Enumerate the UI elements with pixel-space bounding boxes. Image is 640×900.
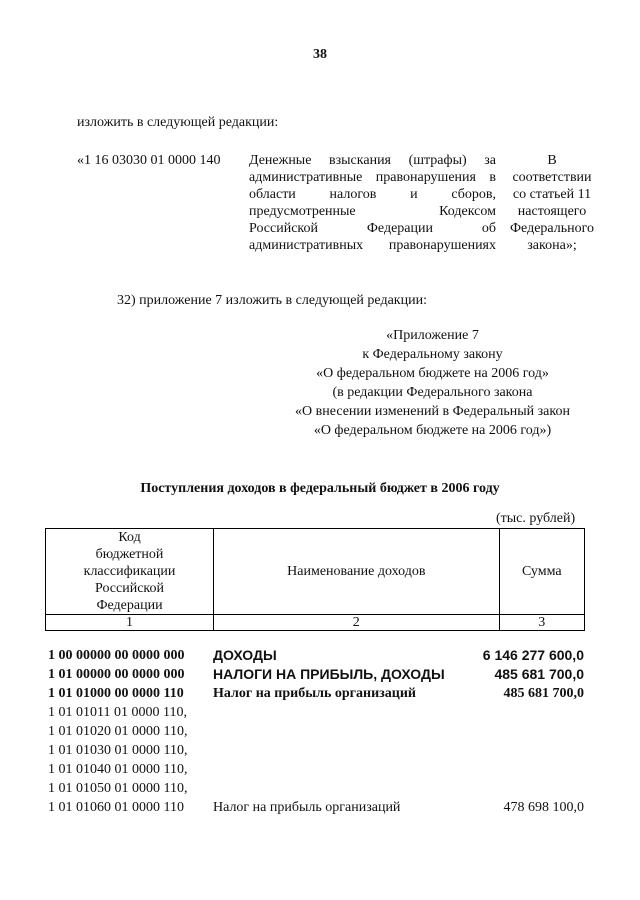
amendment-basis	[506, 152, 598, 254]
table-header-row	[46, 529, 585, 615]
row-code: 1 01 01000 00 0000 110	[48, 686, 184, 701]
row-code: 1 00 00000 00 0000 000	[48, 648, 185, 663]
amendment-name-line: предусмотренные Кодексом	[249, 204, 496, 219]
appendix-heading-line: (в редакции Федерального закона	[332, 385, 533, 400]
page-number: 38	[313, 47, 327, 62]
row-sum: 485 681 700,0	[494, 666, 584, 682]
header-code-line: Российской	[95, 581, 165, 596]
amendment-basis-line: В	[547, 153, 557, 168]
row-sum: 6 146 277 600,0	[482, 647, 584, 663]
column-number: 3	[499, 615, 584, 631]
header-code-line: бюджетной	[95, 547, 164, 562]
header-code-line: Код	[118, 530, 141, 545]
table-title: Поступления доходов в федеральный бюджет в 2006 году	[140, 481, 500, 496]
row-sum: 485 681 700,0	[503, 686, 584, 701]
row-code: 1 01 01060 01 0000 110	[48, 800, 184, 815]
row-code: 1 01 01050 01 0000 110,	[48, 781, 188, 796]
appendix-heading-line: «О внесении изменений в Федеральный закон	[295, 404, 570, 419]
appendix-heading	[250, 327, 615, 441]
appendix-heading-line: «О федеральном бюджете на 2006 год»)	[313, 423, 552, 438]
table-row	[48, 704, 584, 723]
amendment-basis-line: закона»;	[527, 238, 577, 253]
amendment-basis-line: Федерального	[509, 221, 595, 236]
column-numbers-row	[46, 615, 585, 631]
appendix-heading-line: к Федеральному закону	[362, 347, 503, 362]
amendment-basis-line: настоящего	[517, 204, 587, 219]
row-name: НАЛОГИ НА ПРИБЫЛЬ, ДОХОДЫ	[213, 666, 445, 682]
column-number: 2	[214, 615, 500, 631]
table-units: (тыс. рублей)	[496, 511, 576, 526]
amendment-basis-line: соответствии	[512, 170, 592, 185]
table-row	[48, 723, 584, 742]
amendment-name-line: области налогов и сборов,	[249, 187, 496, 202]
header-name: Наименование доходов	[214, 529, 500, 615]
table-row	[48, 799, 584, 818]
amendment-name-line: административных правонарушениях	[249, 238, 496, 253]
row-code: 1 01 00000 00 0000 000	[48, 667, 185, 682]
table-row	[48, 742, 584, 761]
row-name: Налог на прибыль организаций	[213, 800, 401, 815]
amendment-name-line: Денежные взыскания (штрафы) за	[249, 153, 496, 168]
row-sum: 478 698 100,0	[503, 800, 584, 815]
intro-text: изложить в следующей редакции:	[77, 115, 279, 130]
table-header	[45, 528, 585, 631]
row-name: ДОХОДЫ	[213, 647, 277, 663]
row-code: 1 01 01011 01 0000 110,	[48, 705, 187, 720]
column-number: 1	[46, 615, 214, 631]
header-code-line: классификации	[83, 564, 176, 579]
row-code: 1 01 01030 01 0000 110,	[48, 743, 188, 758]
item-32-text: 32) приложение 7 изложить в следующей редакции:	[117, 293, 427, 308]
appendix-heading-line: «О федеральном бюджете на 2006 год»	[316, 366, 549, 381]
amendment-name	[249, 152, 496, 254]
table-row	[48, 761, 584, 780]
table-row	[48, 780, 584, 799]
amendment-basis-line: со статьей 11	[512, 187, 592, 202]
amendment-name-line: Российской Федерации об	[249, 221, 496, 236]
amendment-name-line: административные правонарушения в	[249, 170, 496, 185]
table-body	[48, 647, 584, 818]
header-code	[46, 529, 214, 615]
amendment-code: «1 16 03030 01 0000 140	[77, 153, 221, 168]
table-row	[48, 685, 584, 704]
row-name: Налог на прибыль организаций	[213, 686, 416, 701]
row-code: 1 01 01020 01 0000 110,	[48, 724, 188, 739]
table-row	[48, 666, 584, 685]
table-row	[48, 647, 584, 666]
appendix-heading-line: «Приложение 7	[386, 328, 479, 343]
header-sum: Сумма	[499, 529, 584, 615]
row-code: 1 01 01040 01 0000 110,	[48, 762, 188, 777]
header-code-line: Федерации	[96, 598, 163, 613]
